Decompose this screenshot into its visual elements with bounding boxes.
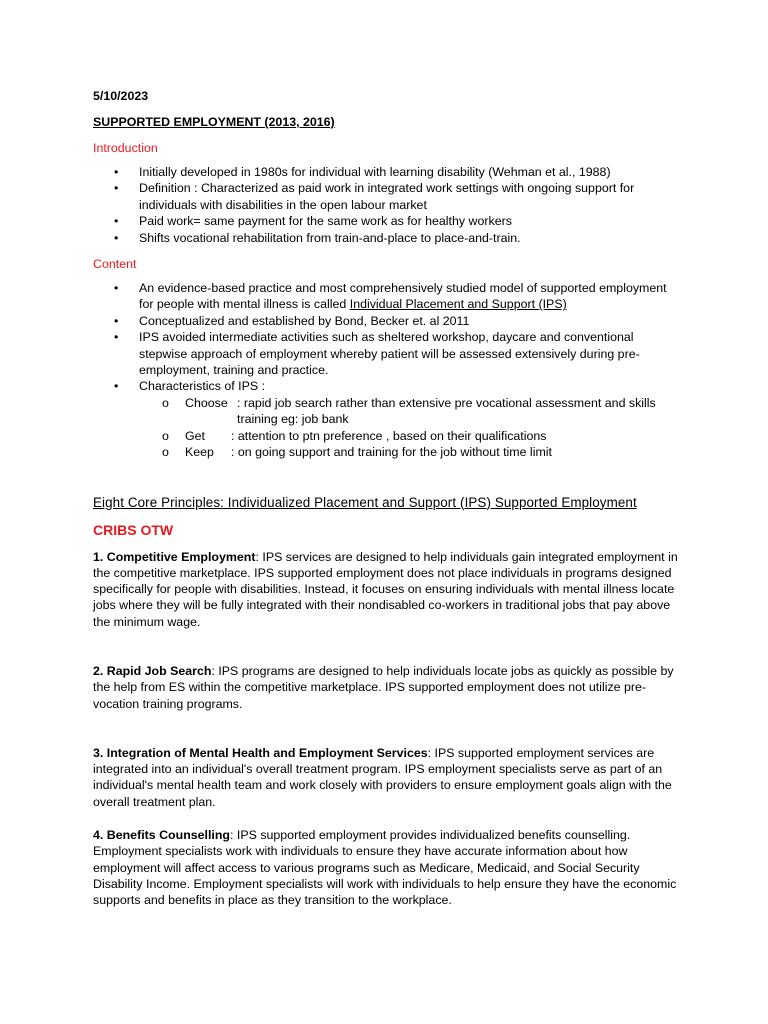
principle-title: 1. Competitive Employment — [93, 549, 256, 564]
characteristic-term: o Get — [185, 428, 205, 443]
document-date: 5/10/2023 — [93, 89, 149, 103]
principle-text: : IPS programs are designed to help individuals locate jobs as quickly as possible by the help from ES within the competitive marketplace. IPS supported employment does not utilize pre-vocation training programs. — [93, 663, 674, 711]
principle-paragraph — [93, 549, 683, 630]
principle-title: 4. Benefits Counselling — [93, 828, 231, 843]
introduction-heading: Introduction — [93, 141, 158, 155]
ips-link-text: Individual Placement and Support (IPS) — [349, 297, 567, 312]
principle-text: : IPS supported employment services are integrated into an individual's overall treatment program. IPS employment specialists serve as part of an individual's mental health team and work closely with providers to ensure employment goals align with the overall treatment plan. — [93, 745, 672, 809]
mnemonic-heading: CRIBS OTW — [93, 521, 174, 538]
principle-text: : IPS supported employment provides individualized benefits counselling. Employment specialists work with individuals to ensure they have accurate information about how employment will affect access to various programs such as Medicare, Medicaid, and Social Security Disability Income. Employment specialists will work with individuals to help ensure they have the economic supports and benefits in place as they transition to the workplace. — [93, 828, 677, 908]
principles-heading: Eight Core Principles: Individualized Placement and Support (IPS) Supported Employment — [93, 494, 637, 510]
document-title: SUPPORTED EMPLOYMENT (2013, 2016) — [93, 115, 335, 129]
characteristic-desc: : attention to ptn preference , based on their qualifications — [231, 428, 547, 443]
principle-paragraph — [93, 745, 683, 810]
content-heading: Content — [93, 257, 137, 272]
content-list — [93, 280, 683, 460]
characteristic-item — [185, 428, 683, 444]
list-item: • IPS avoided intermediate activities such as sheltered workshop, daycare and conventional stepwise approach of employment whereby patient will be assessed extensively during pre-employment, training and practice. — [139, 329, 683, 378]
principle-text: : IPS services are designed to help individuals gain integrated employment in the competitive marketplace. IPS supported employment does not place individuals in programs designed specifically for people with disabilities. Instead, it focuses on ensuring individuals with mental illness locate jobs where they will be fully integrated with their nondisabled co-workers in traditional jobs that pay above the minimum wage. — [93, 549, 678, 629]
introduction-list — [93, 164, 683, 246]
list-item: • Initially developed in 1980s for individual with learning disability (Wehman et al., 1988) — [139, 164, 683, 180]
list-item: • Conceptualized and established by Bond, Becker et. al 2011 — [139, 313, 683, 329]
principle-paragraph — [93, 663, 683, 712]
list-item: • Paid work= same payment for the same work as for healthy workers — [139, 213, 683, 229]
characteristic-item — [185, 395, 683, 428]
characteristic-desc: : rapid job search rather than extensive pre vocational assessment and skills training eg: job bank — [237, 395, 656, 427]
list-item — [139, 280, 683, 313]
list-item: • Definition : Characterized as paid work in integrated work settings with ongoing support for individuals with disabilities in the open labour market — [139, 180, 683, 213]
list-item — [139, 378, 683, 460]
characteristics-list — [139, 395, 683, 461]
principle-title: 2. Rapid Job Search — [93, 663, 212, 678]
characteristic-desc: : on going support and training for the job without time limit — [231, 445, 552, 460]
list-item: • Shifts vocational rehabilitation from train-and-place to place-and-train. — [139, 230, 683, 246]
characteristic-item — [185, 444, 683, 460]
document-page — [93, 88, 683, 909]
characteristic-term: o Keep — [185, 445, 214, 460]
principle-title: 3. Integration of Mental Health and Employment Services — [93, 745, 428, 760]
list-item-text: An evidence-based practice and most comprehensively studied model of supported employment for people with mental illness is called — [139, 281, 667, 312]
principle-paragraph — [93, 827, 683, 908]
characteristic-term: o Choose — [185, 395, 228, 410]
list-item-text: Characteristics of IPS : — [139, 379, 266, 394]
